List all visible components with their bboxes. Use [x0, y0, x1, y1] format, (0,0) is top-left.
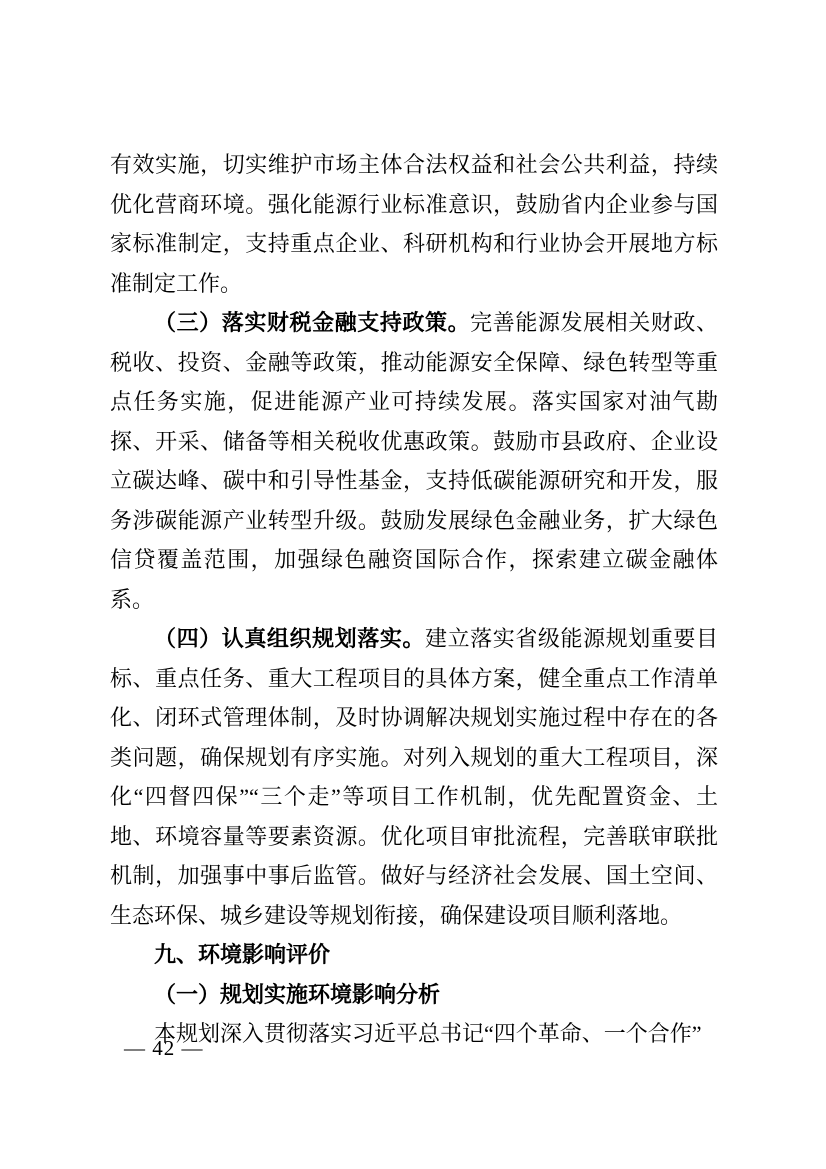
document-content — [110, 145, 718, 1054]
paragraph-body-text: 建立落实省级能源规划重要目标、重点任务、重大工程项目的具体方案，健全重点工作清单化、闭环式管理体制，及时协调解决规划实施过程中存在的各类问题，确保规划有序实施。对列入规划的重大工程项目，深化“四督四保”“三个走”等项目工作机制，优先配置资金、土地、环境容量等要素资源。优化项目审批流程，完善联审联批机制，加强事中事后监管。做好与经济社会发展、国土空间、生态环保、城乡建设等规划衔接，确保建设项目顺利落地。 — [110, 626, 718, 928]
paragraph-lead-heading: （三）落实财税金融支持政策。 — [154, 310, 471, 335]
paragraph-lead-heading: （四）认真组织规划落实。 — [154, 626, 425, 651]
section-heading: 九、环境影响评价 — [154, 942, 331, 967]
paragraph-plan-implementation — [110, 619, 718, 935]
paragraph-policy-support — [110, 303, 718, 619]
paragraph-continued: 有效实施，切实维护市场主体合法权益和社会公共利益，持续优化营商环境。强化能源行业标准意识，鼓励省内企业参与国家标准制定，支持重点企业、科研机构和行业协会开展地方标准制定工作。 — [110, 152, 718, 296]
subsection-heading: （一）规划实施环境影响分析 — [154, 981, 441, 1007]
page-number: — 42 — — [124, 1036, 204, 1060]
paragraph-analysis-start: 本规划深入贯彻落实习近平总书记“四个革命、一个合作” — [154, 1021, 702, 1046]
paragraph-body-text: 完善能源发展相关财政、税收、投资、金融等政策，推动能源安全保障、绿色转型等重点任务实施，促进能源产业可持续发展。落实国家对油气勘探、开采、储备等相关税收优惠政策。鼓励市县政府、企业设立碳达峰、碳中和引导性基金，支持低碳能源研究和开发，服务涉碳能源产业转型升级。鼓励发展绿色金融业务，扩大绿色信贷覆盖范围，加强绿色融资国际合作，探索建立碳金融体系。 — [110, 310, 718, 612]
